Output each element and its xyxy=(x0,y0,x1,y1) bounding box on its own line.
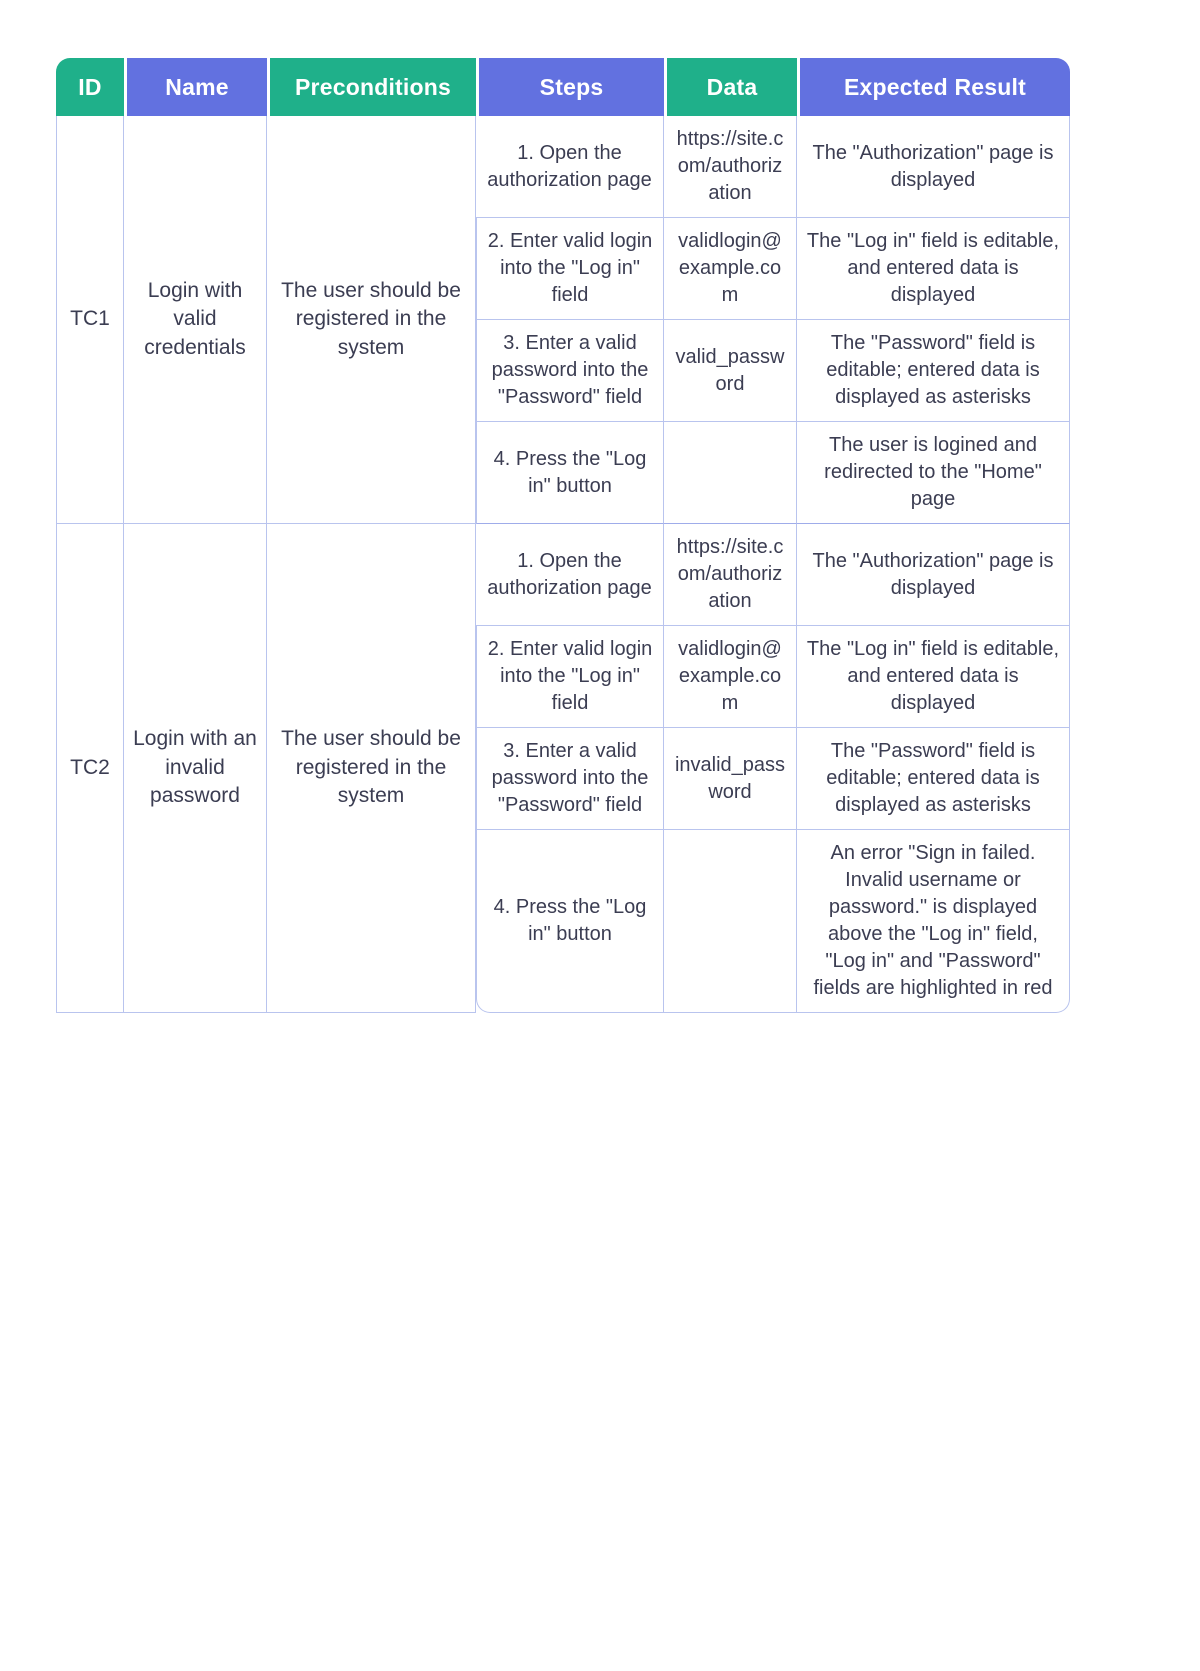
cell-data: valid_password xyxy=(664,320,797,422)
test-case-table-container xyxy=(56,58,1070,1548)
cell-expected-result: The user is logined and redirected to the "Home" page xyxy=(797,422,1070,524)
cell-case-id: TC1 xyxy=(56,116,124,524)
test-case-table xyxy=(56,58,1070,1013)
header-row xyxy=(56,58,1070,116)
cell-step: 3. Enter a valid password into the "Password" field xyxy=(476,320,664,422)
cell-expected-result: The "Password" field is editable; entered data is displayed as asterisks xyxy=(797,320,1070,422)
cell-data: https://site.com/authorization xyxy=(664,524,797,626)
cell-data xyxy=(664,830,797,1013)
cell-data: validlogin@example.com xyxy=(664,218,797,320)
cell-case-id: TC2 xyxy=(56,524,124,1013)
cell-data xyxy=(664,422,797,524)
cell-step: 4. Press the "Log in" button xyxy=(476,830,664,1013)
cell-step: 2. Enter valid login into the "Log in" field xyxy=(476,218,664,320)
cell-expected-result: The "Authorization" page is displayed xyxy=(797,116,1070,218)
column-header-preconditions: Preconditions xyxy=(267,58,476,116)
cell-expected-result: An error "Sign in failed. Invalid username or password." is displayed above the "Log in" field, "Log in" and "Password" fields are highlighted in red xyxy=(797,830,1070,1013)
table-body xyxy=(56,116,1070,1013)
table-header xyxy=(56,58,1070,116)
cell-step: 1. Open the authorization page xyxy=(476,116,664,218)
table-row xyxy=(56,524,1070,626)
cell-expected-result: The "Log in" field is editable, and entered data is displayed xyxy=(797,626,1070,728)
cell-step: 4. Press the "Log in" button xyxy=(476,422,664,524)
cell-case-name: Login with valid credentials xyxy=(124,116,267,524)
cell-case-preconditions: The user should be registered in the system xyxy=(267,116,476,524)
cell-case-name: Login with an invalid password xyxy=(124,524,267,1013)
column-header-data: Data xyxy=(664,58,797,116)
cell-step: 3. Enter a valid password into the "Password" field xyxy=(476,728,664,830)
cell-data: validlogin@example.com xyxy=(664,626,797,728)
cell-step: 1. Open the authorization page xyxy=(476,524,664,626)
column-header-id: ID xyxy=(56,58,124,116)
cell-expected-result: The "Authorization" page is displayed xyxy=(797,524,1070,626)
cell-data: invalid_password xyxy=(664,728,797,830)
cell-expected-result: The "Password" field is editable; entered data is displayed as asterisks xyxy=(797,728,1070,830)
cell-case-preconditions: The user should be registered in the system xyxy=(267,524,476,1013)
cell-step: 2. Enter valid login into the "Log in" field xyxy=(476,626,664,728)
table-row xyxy=(56,116,1070,218)
column-header-name: Name xyxy=(124,58,267,116)
column-header-steps: Steps xyxy=(476,58,664,116)
cell-data: https://site.com/authorization xyxy=(664,116,797,218)
cell-expected-result: The "Log in" field is editable, and entered data is displayed xyxy=(797,218,1070,320)
column-header-expected-result: Expected Result xyxy=(797,58,1070,116)
